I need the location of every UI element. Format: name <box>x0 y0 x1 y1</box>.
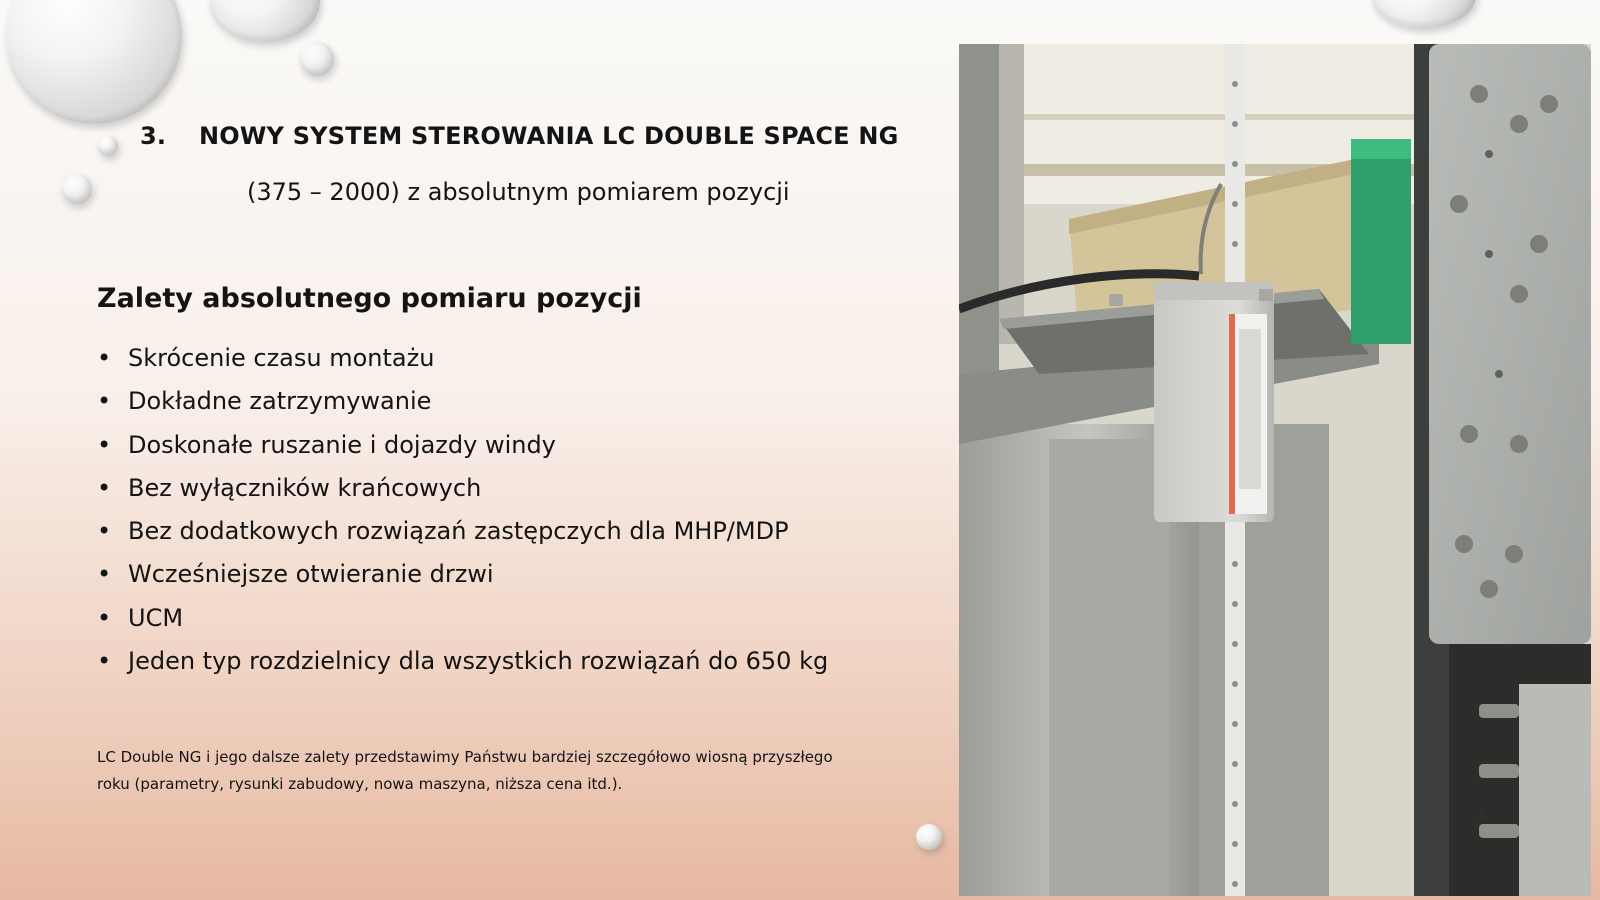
water-drop-decoration <box>916 824 942 850</box>
footnote-text: LC Double NG i jego dalsze zalety przedstawimy Państwu bardziej szczegółowo wiosną przyszłego roku (parametry, rysunki zabudowy, nowa maszyna, niższa cena itd.). <box>97 748 833 793</box>
water-drop-decoration <box>98 136 118 156</box>
slide-title-number: 3. <box>140 122 167 150</box>
water-drop-decoration <box>6 0 182 124</box>
water-drop-decoration <box>300 42 334 76</box>
slide-title: NOWY SYSTEM STEROWANIA LC DOUBLE SPACE NG <box>199 122 899 150</box>
water-drop-decoration <box>1372 0 1476 28</box>
advantages-list <box>97 343 828 689</box>
list-item: • Skrócenie czasu montażu <box>97 343 828 386</box>
list-item: • UCM <box>97 603 828 646</box>
list-item: • Jeden typ rozdzielnicy dla wszystkich rozwiązań do 650 kg <box>97 646 828 689</box>
section-heading: Zalety absolutnego pomiaru pozycji <box>97 283 642 314</box>
page-number: 4 <box>1478 809 1486 823</box>
elevator-sensor-photo <box>959 44 1591 896</box>
list-item: • Wcześniejsze otwieranie drzwi <box>97 559 828 602</box>
slide-subtitle: (375 – 2000) z absolutnym pomiarem pozycji <box>247 178 790 206</box>
water-drop-decoration <box>210 0 320 42</box>
list-item: • Bez wyłączników krańcowych <box>97 473 828 516</box>
list-item: • Doskonałe ruszanie i dojazdy windy <box>97 430 828 473</box>
water-drop-decoration <box>62 174 92 204</box>
list-item: • Dokładne zatrzymywanie <box>97 386 828 429</box>
list-item: • Bez dodatkowych rozwiązań zastępczych dla MHP/MDP <box>97 516 828 559</box>
